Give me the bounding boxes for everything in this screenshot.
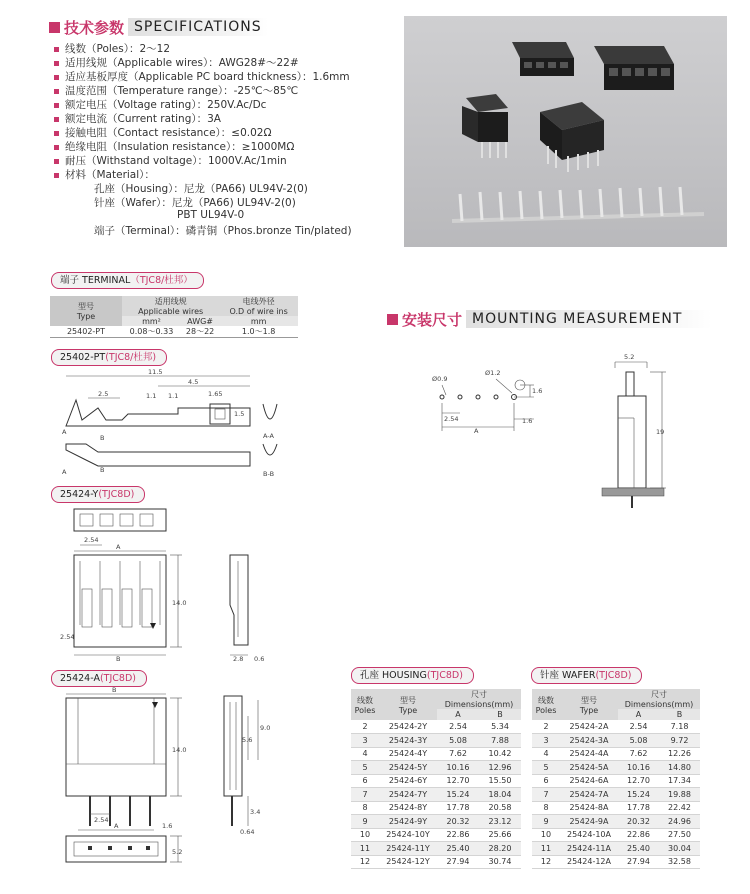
dim-a-bottom: A [62, 468, 67, 476]
table-cell: 9.72 [670, 735, 689, 745]
table-row [532, 761, 700, 775]
table-cell: 5.08 [449, 735, 467, 745]
table-cell: 25424-10Y [386, 830, 430, 840]
table-cell: 2.54 [629, 722, 648, 731]
th-od-cn: 电线外径 [242, 297, 275, 306]
table-cell: 7.62 [629, 749, 648, 759]
housing-pill-label: 孔座 HOUSING [360, 670, 427, 681]
spec-line: 额定电压（Voltage rating）：250V.Ac/Dc [65, 99, 267, 111]
table-cell: 10.16 [446, 762, 470, 772]
spec-line: 温度范围（Temperature range）：-25℃～85℃ [65, 85, 299, 97]
y-pill-label: 25424-Y [60, 489, 99, 500]
td-mm2: 0.08～0.33 [129, 327, 174, 336]
dim-side-pitch: 2.54 [60, 633, 75, 641]
table-cell: 27.50 [668, 830, 691, 840]
table-cell: 25424-8A [569, 803, 609, 813]
th-b: B [497, 710, 503, 719]
th-poles-en: Poles [535, 705, 557, 715]
dim-crimp: 2.5 [98, 390, 109, 398]
dim-side-width: 2.8 [233, 655, 244, 663]
table-cell: 5.08 [629, 735, 648, 745]
material-line: 针座（Wafer）：尼龙（PA66) UL94V-2(0) [94, 197, 296, 209]
terminal-pill-label: 端子 TERMINAL [60, 275, 131, 286]
th-a: A [635, 710, 642, 719]
table-cell: 25424-6Y [388, 776, 428, 786]
table-cell: 25.40 [446, 843, 470, 853]
housing-pill-tail: (TJC8D) [426, 670, 463, 681]
dim-height: 19 [656, 428, 665, 436]
dim-a-top: A [62, 428, 67, 436]
table-cell: 23.12 [488, 816, 512, 826]
table-cell: 5 [543, 762, 549, 772]
table-cell: 20.32 [627, 816, 650, 826]
dim-width: 5.2 [624, 353, 635, 361]
table-cell: 25424-10A [567, 830, 611, 840]
spec-header [49, 18, 268, 36]
table-cell: 22.42 [668, 803, 691, 813]
table-cell: 12.70 [446, 776, 470, 786]
dim-pin-top: 5.6 [242, 736, 253, 744]
bullet-icon [54, 145, 59, 150]
table-cell: 25424-9A [569, 816, 609, 826]
wafer-drawing [58, 686, 288, 892]
spec-title-cn: 技术参数 [64, 18, 125, 37]
th-poles-cn: 线数 [538, 695, 554, 705]
th-b: B [676, 710, 683, 719]
table-cell: 12 [540, 857, 552, 867]
wafer-pill-label: 针座 WAFER [540, 670, 596, 681]
spec-line: 额定电流（Current rating）：3A [65, 113, 221, 125]
material-line: 端子（Terminal）：磷青铜（Phos.bronze Tin/plated) [94, 225, 352, 237]
table-row [532, 801, 700, 815]
spec-line: 耐压（Withstand voltage）：1000V.Ac/1min [65, 155, 287, 167]
a-pill-tail: (TJC8D) [99, 673, 136, 684]
th-wires-en: Applicable wires [138, 307, 204, 316]
terminal-drawing [58, 368, 298, 478]
table-cell: 7.18 [670, 722, 689, 731]
table-row [351, 801, 521, 815]
table-cell: 27.94 [446, 857, 470, 867]
table-cell: 3 [543, 735, 549, 745]
dim-pitch: 2.54 [94, 816, 109, 824]
th-a: A [455, 710, 461, 719]
dim-pitch: 2.54 [444, 415, 459, 423]
th-od-en: O.D of wire ins [229, 307, 288, 316]
th-mm: mm [250, 316, 267, 326]
dim-edge: 1.6 [162, 822, 173, 830]
table-cell: 4 [362, 749, 368, 759]
table-row [532, 815, 700, 829]
table-cell: 11 [359, 843, 371, 853]
dim-b-bottom: B [100, 466, 105, 474]
connector-photo-icon [404, 16, 727, 247]
a-pill [51, 670, 147, 687]
table-cell: 12.96 [488, 762, 512, 772]
spec-title-en: SPECIFICATIONS [128, 18, 268, 36]
table-cell: 2 [543, 722, 549, 731]
table-cell: 25424-4Y [388, 749, 428, 759]
th-wires-cn: 适用线规 [154, 297, 187, 306]
table-cell: 12 [359, 857, 371, 867]
bullet-icon [54, 131, 59, 136]
table-cell: 25424-12A [567, 857, 611, 867]
dim-row-offset: 1.6 [522, 417, 533, 425]
y-pill-tail: (TJC8D) [98, 489, 135, 500]
table-cell: 7.62 [449, 749, 467, 759]
wafer-pill-tail: (TJC8D) [595, 670, 632, 681]
table-cell: 25424-3Y [388, 735, 428, 745]
bullet-icon [54, 89, 59, 94]
table-cell: 10 [540, 830, 552, 840]
wafer-pill [531, 667, 642, 684]
table-cell: 17.78 [446, 803, 470, 813]
wafer-table [532, 689, 700, 869]
terminal-table [50, 296, 298, 338]
mounting-side-drawing [598, 348, 678, 510]
table-row [351, 855, 521, 869]
table-cell: 22.86 [446, 830, 470, 840]
table-row [351, 747, 521, 761]
pt-pill-tail: (TJC8/杜邦) [105, 352, 157, 363]
spec-line: 接触电阻（Contact resistance）：≤0.02Ω [65, 127, 272, 139]
bullet-icon [54, 159, 59, 164]
housing-pill [351, 667, 474, 684]
table-cell: 25424-5Y [388, 762, 428, 772]
table-row [351, 815, 521, 829]
dim-hole-offset: 1.6 [532, 387, 543, 395]
table-row [532, 720, 700, 734]
table-cell: 9 [362, 816, 368, 826]
table-cell: 25424-7Y [388, 789, 428, 799]
th-awg: AWG# [187, 316, 214, 326]
table-cell: 17.34 [668, 776, 691, 786]
label-section-bb: B-B [263, 470, 275, 478]
table-cell: 30.04 [668, 843, 691, 853]
spec-line: 线数（Poles）：2～12 [65, 43, 171, 55]
spec-line: 绝缘电阻（Insulation resistance）：≥1000MΩ [65, 141, 295, 153]
th-type-cn: 型号 [78, 302, 94, 311]
table-cell: 10.42 [488, 749, 512, 759]
dim-b-top: B [100, 434, 105, 442]
table-cell: 9 [543, 816, 549, 826]
table-cell: 20.32 [446, 816, 470, 826]
table-cell: 4 [543, 749, 549, 759]
table-cell: 27.94 [627, 857, 650, 867]
table-cell: 6 [362, 776, 368, 786]
table-row [532, 828, 700, 842]
table-row [532, 734, 700, 748]
th-type-en: Type [398, 705, 418, 715]
table-cell: 25424-6A [569, 776, 609, 786]
dim-gap1: 1.1 [146, 392, 157, 400]
dim-wall: 0.6 [254, 655, 265, 663]
table-cell: 12.70 [627, 776, 650, 786]
table-row [351, 720, 521, 734]
table-cell: 19.88 [668, 789, 691, 799]
td-type: 25402-PT [66, 327, 106, 336]
table-cell: 7.88 [491, 735, 509, 745]
th-dimensions: 尺寸Dimensions(mm) [444, 690, 514, 709]
table-cell: 3 [362, 735, 368, 745]
table-row [532, 842, 700, 856]
housing-drawing [58, 505, 278, 663]
table-cell: 25.66 [488, 830, 512, 840]
table-cell: 25424-3A [569, 735, 609, 745]
table-cell: 25424-4A [569, 749, 609, 759]
dim-height: 14.0 [172, 746, 187, 754]
terminal-pill-tail: （TJC8/杜邦） [130, 275, 193, 286]
dim-pin-exposed: 9.0 [260, 724, 271, 732]
dim-depth: 5.2 [172, 848, 183, 856]
mounting-title-cn: 安装尺寸 [402, 310, 463, 329]
th-type-en: Type [579, 705, 599, 715]
dim-pin-square: 0.64 [240, 828, 255, 836]
table-row [532, 855, 700, 869]
table-cell: 2 [362, 722, 368, 731]
table-cell: 11 [540, 843, 552, 853]
table-cell: 25424-11A [567, 843, 611, 853]
table-cell: 5 [362, 762, 368, 772]
bullet-icon [54, 117, 59, 122]
spec-line: 适应基板厚度（Applicable PC board thickness）：1.6mm [65, 71, 350, 83]
dim-a: A [114, 822, 119, 830]
table-cell: 25424-7A [569, 789, 609, 799]
table-cell: 25424-9Y [388, 816, 428, 826]
label-section-aa: A-A [263, 432, 274, 440]
table-cell: 7 [362, 789, 368, 799]
housing-table [351, 689, 521, 869]
th-poles-cn: 线数 [357, 695, 373, 705]
bullet-icon [54, 173, 59, 178]
pt-pill [51, 349, 167, 366]
table-cell: 32.58 [668, 857, 691, 867]
table-cell: 14.80 [668, 762, 691, 772]
product-photo [404, 16, 727, 247]
table-cell: 30.74 [488, 857, 512, 867]
a-pill-label: 25424-A [60, 673, 100, 684]
dim-contact: 4.5 [188, 378, 199, 386]
table-row [351, 828, 521, 842]
terminal-pill [51, 272, 204, 289]
table-cell: 25424-2Y [388, 722, 428, 731]
dim-pin-tail: 3.4 [250, 808, 261, 816]
table-cell: 8 [543, 803, 549, 813]
dim-length: 11.5 [148, 368, 163, 376]
table-cell: 12.26 [668, 749, 691, 759]
y-pill [51, 486, 145, 503]
pt-pill-label: 25402-PT [60, 352, 106, 363]
table-cell: 2.54 [449, 722, 467, 731]
bullet-icon [54, 47, 59, 52]
th-type-en: Type [76, 312, 96, 321]
spec-line: 材料（Material）： [65, 169, 155, 181]
header-square-icon [387, 314, 398, 325]
table-cell: 28.20 [488, 843, 512, 853]
table-cell: 6 [543, 776, 549, 786]
table-row [351, 774, 521, 788]
dim-a: A [474, 427, 479, 435]
table-cell: 20.58 [488, 803, 512, 813]
table-cell: 25424-12Y [386, 857, 430, 867]
material-line: PBT UL94V-0 [177, 209, 245, 221]
table-cell: 25424-8Y [388, 803, 428, 813]
table-cell: 15.24 [627, 789, 650, 799]
table-cell: 17.78 [627, 803, 650, 813]
dim-b: B [116, 655, 121, 663]
dim-box-height: 1.5 [234, 410, 245, 418]
table-cell: 25.40 [627, 843, 650, 853]
table-cell: 10 [359, 830, 371, 840]
mounting-title-en: MOUNTING MEASUREMENT [466, 310, 712, 328]
table-cell: 18.04 [488, 789, 512, 799]
th-type-cn: 型号 [581, 695, 597, 705]
bullet-icon [54, 75, 59, 80]
spec-line: 适用线规（Applicable wires）：AWG28#～22# [65, 57, 299, 69]
table-cell: 7 [543, 789, 549, 799]
th-dimensions: 尺寸Dimensions(mm) [624, 690, 694, 709]
table-cell: 15.50 [488, 776, 512, 786]
table-row [351, 788, 521, 802]
dim-box-width: 1.65 [208, 390, 223, 398]
dim-hole-large: Ø1.2 [485, 369, 501, 377]
bullet-icon [54, 61, 59, 66]
th-mm2: mm² [142, 316, 161, 326]
dim-pitch: 2.54 [84, 536, 99, 544]
table-cell: 22.86 [627, 830, 650, 840]
mounting-header [387, 310, 712, 328]
dim-hole-small: Ø0.9 [432, 375, 448, 383]
table-cell: 5.34 [491, 722, 509, 731]
th-type-cn: 型号 [400, 695, 416, 705]
table-row [351, 734, 521, 748]
table-cell: 25424-2A [569, 722, 609, 731]
header-square-icon [49, 22, 60, 33]
bullet-icon [54, 103, 59, 108]
material-line: 孔座（Housing）：尼龙（PA66) UL94V-2(0) [94, 183, 308, 195]
table-cell: 10.16 [627, 762, 650, 772]
table-cell: 8 [362, 803, 368, 813]
table-row [351, 842, 521, 856]
table-cell: 25424-5A [569, 762, 609, 772]
table-cell: 24.96 [668, 816, 691, 826]
dim-b: B [112, 686, 117, 694]
td-awg: 28～22 [185, 327, 215, 336]
table-cell: 25424-11Y [386, 843, 430, 853]
dim-a: A [116, 543, 121, 551]
table-row [351, 761, 521, 775]
table-row [532, 774, 700, 788]
table-row [532, 788, 700, 802]
dim-height: 14.0 [172, 599, 187, 607]
th-poles-en: Poles [354, 705, 376, 715]
td-od: 1.0～1.8 [241, 327, 276, 336]
dim-gap2: 1.1 [168, 392, 179, 400]
pcb-hole-layout-drawing [430, 355, 550, 435]
table-row [532, 747, 700, 761]
table-cell: 15.24 [446, 789, 470, 799]
